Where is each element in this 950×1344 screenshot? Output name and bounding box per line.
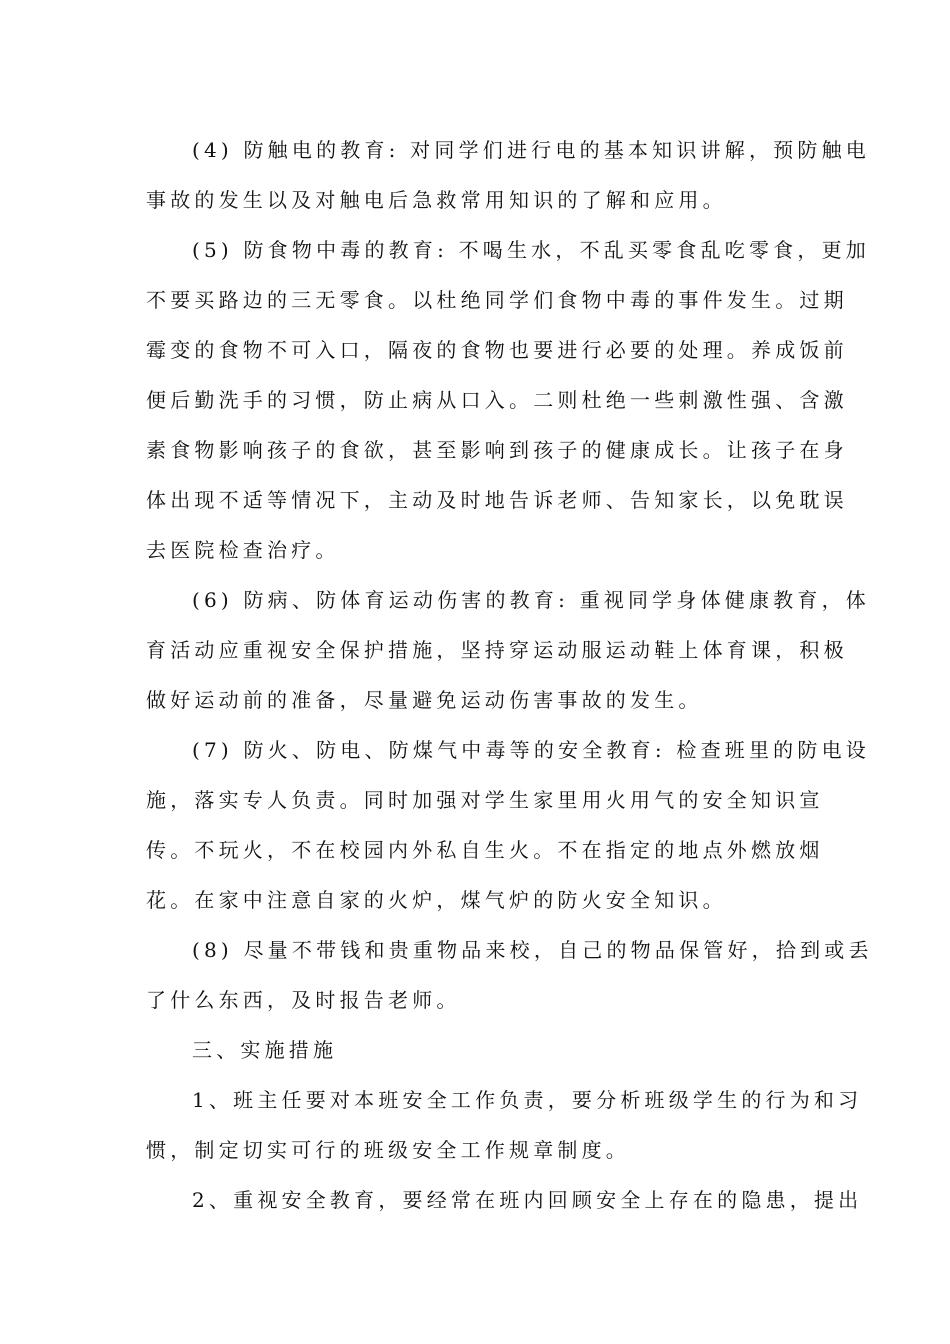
text-line: 2、重视安全教育，要经常在班内回顾安全上存在的隐患，提出 [192,1188,863,1212]
text-line: (6) 防病、防体育运动伤害的教育: 重视同学身体健康教育，体 [192,588,870,612]
text-line: (7) 防火、防电、防煤气中毒等的安全教育: 检查班里的防电设 [192,738,870,762]
text-line: 花。在家中注意自家的火炉，煤气炉的防火安全知识。 [146,888,727,912]
text-line: 素食物影响孩子的食欲，甚至影响到孩子的健康成长。让孩子在身 [146,438,848,462]
text-line: 传。不玩火，不在校园内外私自生火。不在指定的地点外燃放烟 [146,838,824,862]
text-line: (8) 尽量不带钱和贵重物品来校，自己的物品保管好，拾到或丢 [192,938,873,962]
text-line: (5) 防食物中毒的教育: 不喝生水，不乱买零食乱吃零食，更加 [192,238,870,262]
text-line: 霉变的食物不可入口，隔夜的食物也要进行必要的处理。养成饭前 [146,338,848,362]
section-heading: 三、实施措施 [192,1038,338,1062]
text-line: 不要买路边的三无零食。以杜绝同学们食物中毒的事件发生。过期 [146,288,848,312]
text-line: 事故的发生以及对触电后急救常用知识的了解和应用。 [146,188,727,212]
text-line: 去医院检查治疗。 [146,538,340,562]
text-line: 做好运动前的准备，尽量避免运动伤害事故的发生。 [146,688,703,712]
text-line: 1、班主任要对本班安全工作负责，要分析班级学生的行为和习 [192,1088,863,1112]
text-line: 惯，制定切实可行的班级安全工作规章制度。 [146,1138,630,1162]
text-line: 育活动应重视安全保护措施，坚持穿运动服运动鞋上体育课，积极 [146,638,848,662]
text-line: 便后勤洗手的习惯，防止病从口入。二则杜绝一些刺激性强、含激 [146,388,848,412]
text-line: 施，落实专人负责。同时加强对学生家里用火用气的安全知识宣 [146,788,824,812]
text-line: 了什么东西，及时报告老师。 [146,988,461,1012]
text-line: 体出现不适等情况下，主动及时地告诉老师、告知家长，以免耽误 [146,488,848,512]
text-line: (4) 防触电的教育: 对同学们进行电的基本知识讲解，预防触电 [192,138,870,162]
